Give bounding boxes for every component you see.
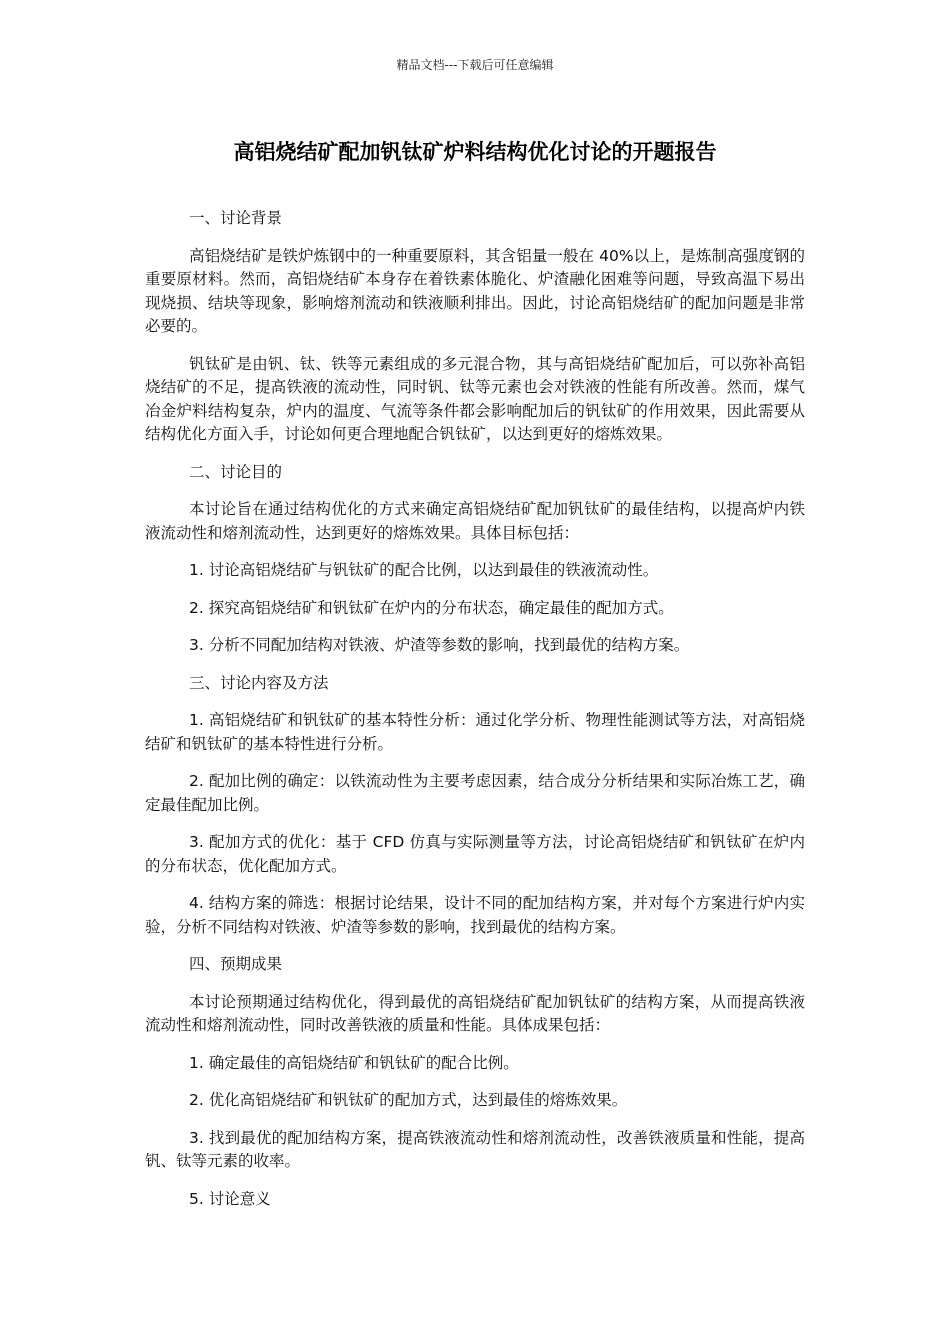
list-item-methods-4: 4. 结构方案的筛选：根据讨论结果，设计不同的配加结构方案，并对每个方案进行炉内实验，分析不同结构对铁液、炉渣等参数的影响，找到最优的结构方案。 [145, 894, 805, 936]
paragraph-outcomes-intro: 本讨论预期通过结构优化，得到最优的高铝烧结矿配加钒钛矿的结构方案，从而提高铁液流动性和熔剂流动性，同时改善铁液的质量和性能。具体成果包括： [145, 992, 805, 1034]
list-item-purpose-1: 1. 讨论高铝烧结矿与钒钛矿的配合比例，以达到最佳的铁液流动性。 [189, 561, 659, 579]
paragraph-purpose-intro: 本讨论旨在通过结构优化的方式来确定高铝烧结矿配加钒钛矿的最佳结构，以提高炉内铁液流动性和熔剂流动性，达到更好的熔炼效果。具体目标包括： [145, 500, 805, 542]
paragraph-background-1: 高铝烧结矿是铁炉炼钢中的一种重要原料，其含铝量一般在 40%以上，是炼制高强度钢的重要原材料。然而，高铝烧结矿本身存在着铁素体脆化、炉渣融化困难等问题，导致高温下易出现烧损、结块等现象，影响熔剂流动和铁液顺利排出。因此，讨论高铝烧结矿的配加问题是非常必要的。 [145, 246, 805, 335]
section-heading-purpose: 二、讨论目的 [189, 462, 283, 481]
list-item-outcomes-1: 1. 确定最佳的高铝烧结矿和钒钛矿的配合比例。 [189, 1053, 519, 1072]
paragraph-background-2: 钒钛矿是由钒、钛、铁等元素组成的多元混合物，其与高铝烧结矿配加后，可以弥补高铝烧结矿的不足，提高铁液的流动性，同时钒、钛等元素也会对铁液的性能有所改善。然而，煤气冶金炉料结构复杂，炉内的温度、气流等条件都会影响配加后的钒钛矿的作用效果，因此需要从结构优化方面入手，讨论如何更合理地配合钒钛矿，以达到更好的熔炼效果。 [145, 354, 805, 443]
list-item-outcomes-2: 2. 优化高铝烧结矿和钒钛矿的配加方式，达到最佳的熔炼效果。 [189, 1091, 628, 1109]
list-item-purpose-2: 2. 探究高铝烧结矿和钒钛矿在炉内的分布状态，确定最佳的配加方式。 [189, 598, 674, 617]
section-heading-methods: 三、讨论内容及方法 [189, 673, 329, 692]
list-item-methods-2: 2. 配加比例的确定：以铁流动性为主要考虑因素，结合成分分析结果和实际冶炼工艺，确定最佳配加比例。 [145, 772, 805, 814]
list-item-outcomes-3: 3. 找到最优的配加结构方案，提高铁液流动性和熔剂流动性，改善铁液质量和性能，提高钒、钛等元素的收率。 [145, 1128, 805, 1170]
page-header-watermark: 精品文档---下载后可任意编辑 [396, 58, 554, 72]
section-heading-background: 一、讨论背景 [189, 209, 283, 227]
list-item-methods-1: 1. 高铝烧结矿和钒钛矿的基本特性分析：通过化学分析、物理性能测试等方法，对高铝烧结矿和钒钛矿的基本特性进行分析。 [145, 711, 805, 753]
document-body [145, 207, 805, 1225]
section-heading-significance: 5. 讨论意义 [189, 1189, 271, 1208]
list-item-methods-3: 3. 配加方式的优化：基于 CFD 仿真与实际测量等方法，讨论高铝烧结矿和钒钛矿在炉内的分布状态，优化配加方式。 [145, 833, 805, 875]
section-heading-outcomes: 四、预期成果 [189, 955, 283, 973]
document-title: 高铝烧结矿配加钒钛矿炉料结构优化讨论的开题报告 [233, 140, 717, 164]
list-item-purpose-3: 3. 分析不同配加结构对铁液、炉渣等参数的影响，找到最优的结构方案。 [189, 636, 690, 654]
